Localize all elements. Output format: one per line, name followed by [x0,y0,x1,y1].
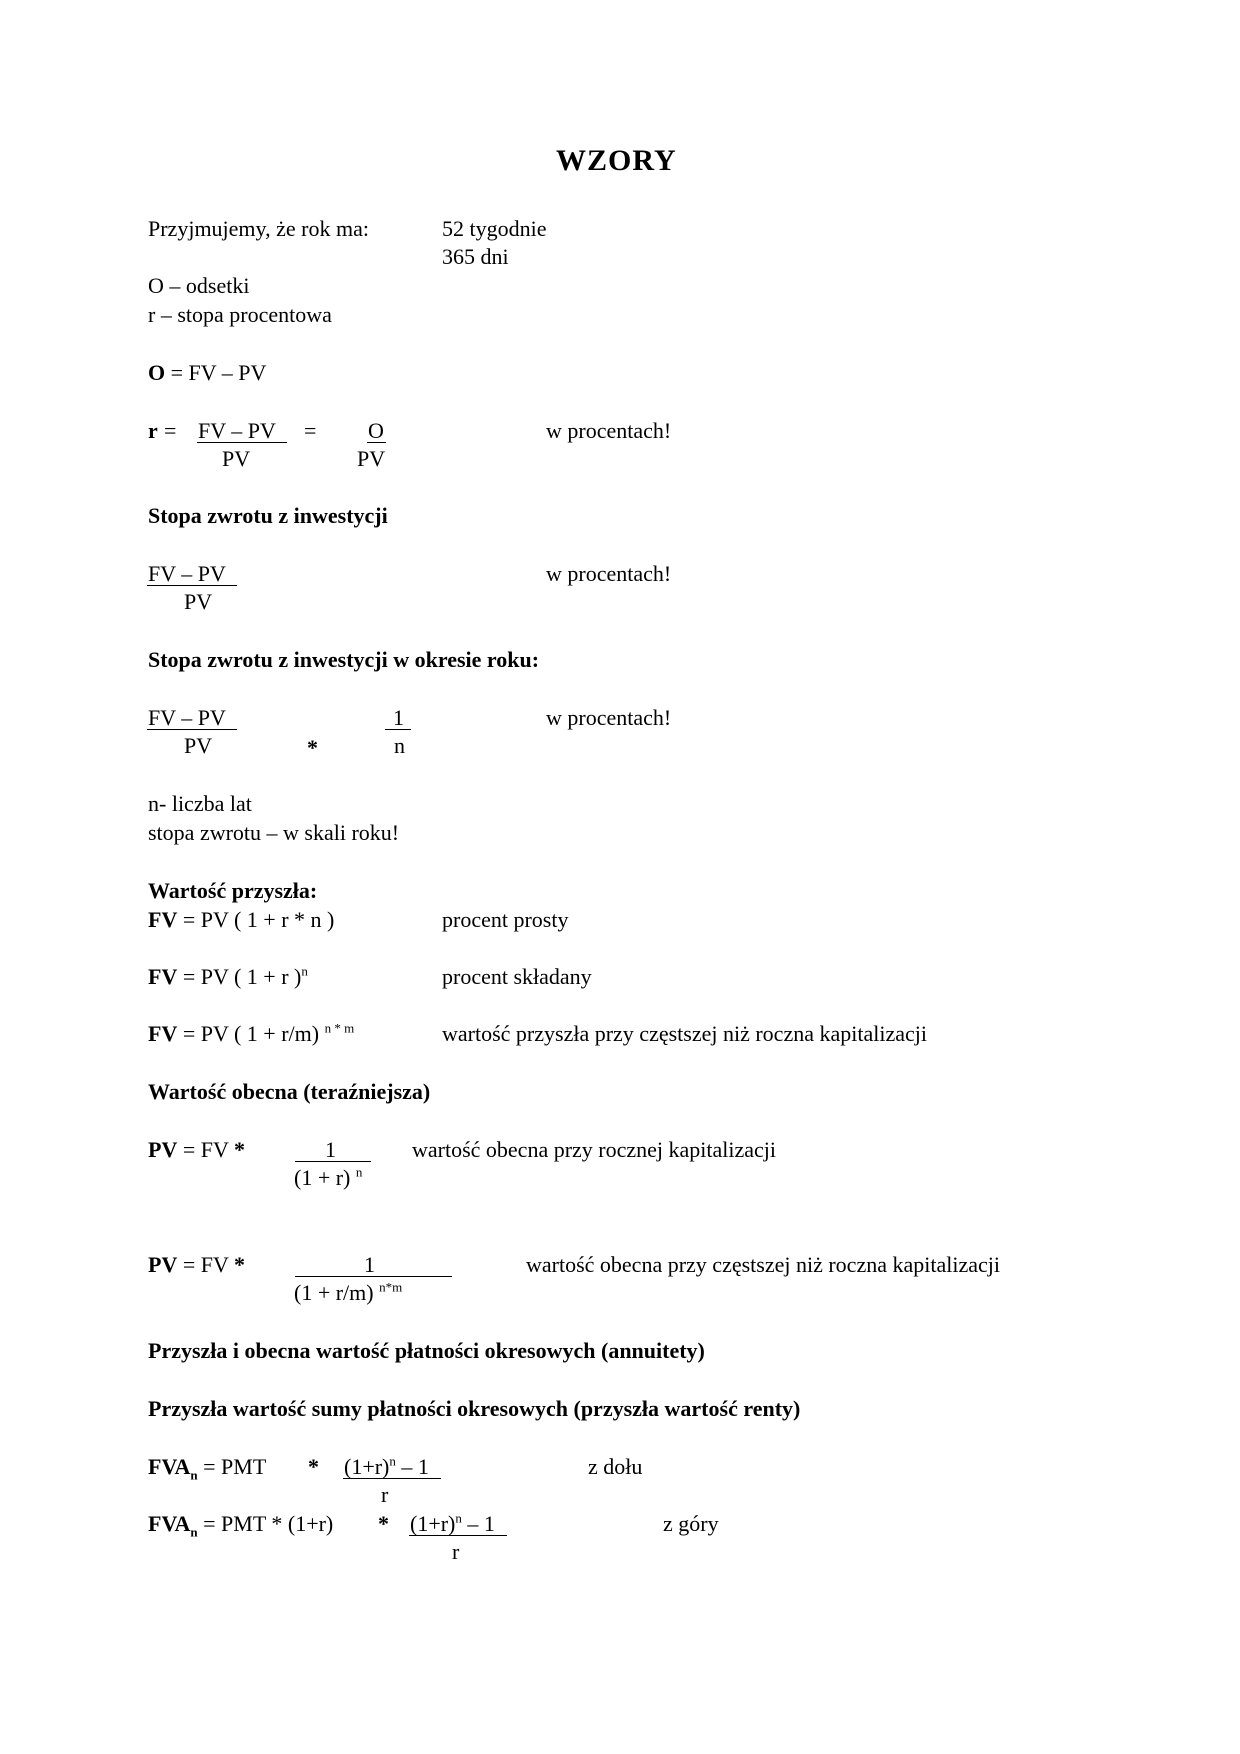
formula-lhs: FV [148,1021,178,1046]
section-heading-roi: Stopa zwrotu z inwestycji [148,503,388,528]
fv-simple-desc: procent prosty [442,907,569,932]
formula-rhs: = FV [182,1252,229,1277]
fva-symbol: FVA [148,1454,191,1479]
section-heading-present-value: Wartość obecna (teraźniejsza) [148,1079,431,1104]
formula-rate-lhs: r [148,418,158,443]
roi-year-denominator: PV [184,733,213,758]
subscript: n [190,1524,198,1540]
formula-fva-due [148,1511,334,1540]
definition-r: r – stopa procentowa [148,302,332,327]
formula-rhs: = PMT [203,1454,267,1479]
roi-note: w procentach! [546,561,672,586]
formula-pv-annual [148,1137,245,1163]
rate-numerator: FV – PV [198,418,276,443]
fv-frequent-desc: wartość przyszła przy częstszej niż roczna kapitalizacji [442,1021,927,1046]
numerator-base: (1+r) [410,1511,456,1536]
exponent: n * m [324,1020,355,1036]
section-heading-future-value: Wartość przyszła: [148,878,318,903]
fraction-bar [409,1535,507,1536]
formula-rhs: = PV ( 1 + r ) [182,964,302,989]
formula-lhs: PV [148,1252,178,1277]
section-heading-future-annuity: Przyszła wartość sumy płatności okresowych (przyszła wartość renty) [148,1396,801,1421]
pv-frequent-denominator [294,1280,402,1306]
formula-fva-ordinary [148,1454,267,1483]
numerator-rest: – 1 [395,1454,429,1479]
page-title: WZORY [556,144,677,177]
fraction-bar [385,729,411,730]
rate-note: w procentach! [546,418,672,443]
formula-lhs [148,1454,198,1483]
formula-rhs: = PV ( 1 + r * n ) [182,907,335,932]
exponent: n*m [379,1279,403,1295]
formula-interest [148,360,266,386]
fva-ordinary-denominator: r [381,1482,389,1507]
multiply-sign: * [233,1252,245,1277]
rate-denominator-pv: PV [357,446,386,471]
denominator-base: (1 + r/m) [294,1280,374,1305]
roi-year-numerator: FV – PV [148,705,226,730]
formula-lhs: O [148,360,166,385]
numerator-base: (1+r) [344,1454,390,1479]
subscript: n [190,1467,198,1483]
roi-denominator: PV [184,589,213,614]
fraction-bar [295,1161,371,1162]
roi-year-numerator-one: 1 [393,705,404,730]
assumption-weeks: 52 tygodnie [442,216,547,241]
formula-rhs: = PV ( 1 + r/m) [182,1021,320,1046]
pv-annual-numerator: 1 [325,1137,336,1162]
formula-lhs: FV [148,964,178,989]
fva-ordinary-desc: z dołu [588,1454,643,1479]
exponent: n [455,1510,462,1526]
fraction-bar [367,442,386,443]
assumption-days: 365 dni [442,244,509,269]
fv-compound-desc: procent składany [442,964,592,989]
assumption-label: Przyjmujemy, że rok ma: [148,216,369,241]
fva-due-desc: z góry [663,1511,719,1536]
formula-fv-compound [148,964,308,990]
pv-frequent-desc: wartość obecna przy częstszej niż roczna kapitalizacji [526,1252,1000,1277]
fva-ordinary-numerator [344,1454,429,1480]
n-definition: n- liczba lat [148,791,252,816]
formula-rhs: = FV – PV [170,360,267,385]
denominator-base: (1 + r) [294,1165,351,1190]
fraction-bar [147,585,237,586]
definition-o: O – odsetki [148,273,250,298]
formula-fv-simple [148,907,334,933]
exponent: n [389,1453,396,1469]
fva-due-numerator [410,1511,495,1537]
formula-rate-eq2: = [304,418,317,443]
roi-year-note: w procentach! [546,705,672,730]
fraction-bar [197,442,287,443]
formula-fv-frequent [148,1021,354,1047]
rate-numerator-o: O [368,418,384,443]
rate-denominator: PV [222,446,251,471]
formula-pv-frequent [148,1252,245,1278]
pv-annual-desc: wartość obecna przy rocznej kapitalizacji [412,1137,777,1162]
exponent: n [301,963,308,979]
section-heading-annuities: Przyszła i obecna wartość płatności okresowych (annuitety) [148,1338,705,1363]
formula-lhs: PV [148,1137,178,1162]
fraction-bar [295,1276,452,1277]
multiply-sign: * [233,1137,245,1162]
formula-lhs [148,1511,198,1540]
fva-symbol: FVA [148,1511,191,1536]
multiply-sign: * [378,1511,389,1536]
exponent: n [355,1164,363,1180]
section-heading-roi-year: Stopa zwrotu z inwestycji w okresie roku: [148,647,540,672]
fraction-bar [343,1478,441,1479]
roi-year-denominator-n: n [394,733,405,758]
formula-rhs: = PMT * (1+r) [203,1511,334,1536]
multiply-sign: * [307,735,318,760]
fva-due-denominator: r [452,1539,460,1564]
formula-lhs: FV [148,907,178,932]
numerator-rest: – 1 [461,1511,495,1536]
pv-annual-denominator [294,1165,362,1191]
formula-rate-eq: = [164,418,177,443]
scale-note: stopa zwrotu – w skali roku! [148,820,400,845]
fraction-bar [147,729,237,730]
multiply-sign: * [308,1454,319,1479]
roi-numerator: FV – PV [148,561,226,586]
pv-frequent-numerator: 1 [364,1252,375,1277]
formula-rhs: = FV [182,1137,229,1162]
